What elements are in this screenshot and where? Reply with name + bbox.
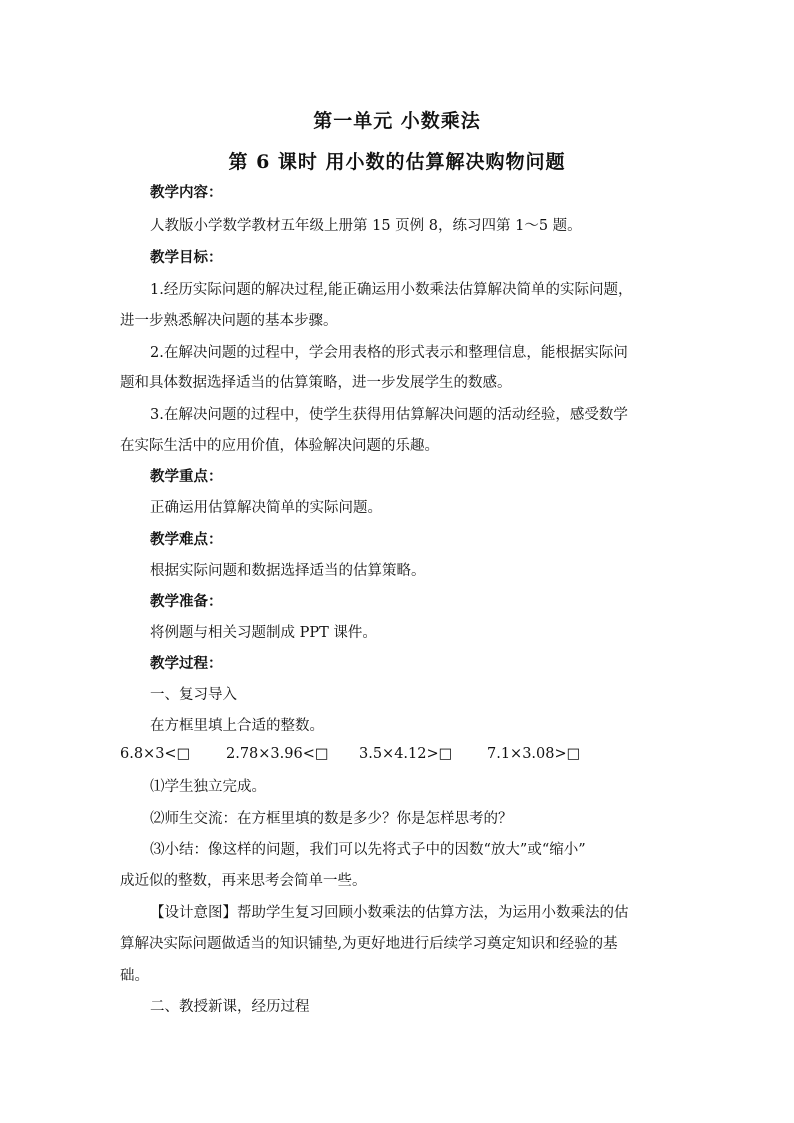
calc-item-2: 2.78×3.96<□ bbox=[226, 746, 329, 762]
prep-heading: 教学准备： bbox=[150, 593, 223, 610]
part2-heading: 二、教授新课，经历过程 bbox=[150, 999, 310, 1015]
calc-item-4: 7.1×3.08>□ bbox=[487, 746, 581, 762]
content-heading: 教学内容： bbox=[150, 184, 223, 201]
goals-heading: 教学目标： bbox=[150, 249, 223, 266]
design-intent-line1: 【设计意图】帮助学生复习回顾小数乘法的估算方法，为运用小数乘法的估 bbox=[150, 905, 629, 921]
fill-instruction: 在方框里填上合适的整数。 bbox=[150, 718, 324, 734]
step3-line2: 成近似的整数，再来思考会简单一些。 bbox=[120, 873, 367, 889]
prep-text: 将例题与相关习题制成 PPT 课件。 bbox=[150, 625, 377, 641]
goal2-line2: 题和具体数据选择适当的估算策略，进一步发展学生的数感。 bbox=[120, 375, 512, 391]
goal3-line1: 3.在解决问题的过程中，使学生获得用估算解决问题的活动经验，感受数学 bbox=[150, 407, 628, 423]
goal3-line2: 在实际生活中的应用价值，体验解决问题的乐趣。 bbox=[120, 438, 439, 454]
process-heading: 教学过程： bbox=[150, 655, 223, 672]
step3-line1: ⑶小结：像这样的问题，我们可以先将式子中的因数“放大”或“缩小” bbox=[150, 842, 586, 858]
key-text: 正确运用估算解决简单的实际问题。 bbox=[150, 500, 382, 516]
goal1-line1: 1.经历实际问题的解决过程,能正确运用小数乘法估算解决简单的实际问题， bbox=[150, 282, 633, 298]
unit-title: 第一单元 小数乘法 bbox=[313, 110, 481, 132]
calc-item-3: 3.5×4.12>□ bbox=[359, 746, 453, 762]
step2: ⑵师生交流：在方框里填的数是多少？你是怎样思考的？ bbox=[150, 811, 513, 827]
lesson-title: 第 6 课时 用小数的估算解决购物问题 bbox=[228, 151, 566, 173]
goal1-line2: 进一步熟悉解决问题的基本步骤。 bbox=[120, 313, 338, 329]
key-heading: 教学重点： bbox=[150, 468, 223, 485]
goal2-line1: 2.在解决问题的过程中，学会用表格的形式表示和整理信息，能根据实际问 bbox=[150, 345, 628, 361]
calc-item-1: 6.8×3<□ bbox=[120, 746, 191, 762]
difficulty-text: 根据实际问题和数据选择适当的估算策略。 bbox=[150, 563, 426, 579]
step1: ⑴学生独立完成。 bbox=[150, 779, 266, 795]
design-intent-line3: 础。 bbox=[120, 968, 149, 984]
difficulty-heading: 教学难点： bbox=[150, 531, 223, 548]
content-text: 人教版小学数学教材五年级上册第 15 页例 8，练习四第 1～5 题。 bbox=[150, 218, 582, 234]
design-intent-line2: 算解决实际问题做适当的知识铺垫,为更好地进行后续学习奠定知识和经验的基 bbox=[120, 936, 618, 952]
part1-heading: 一、复习导入 bbox=[150, 687, 237, 703]
